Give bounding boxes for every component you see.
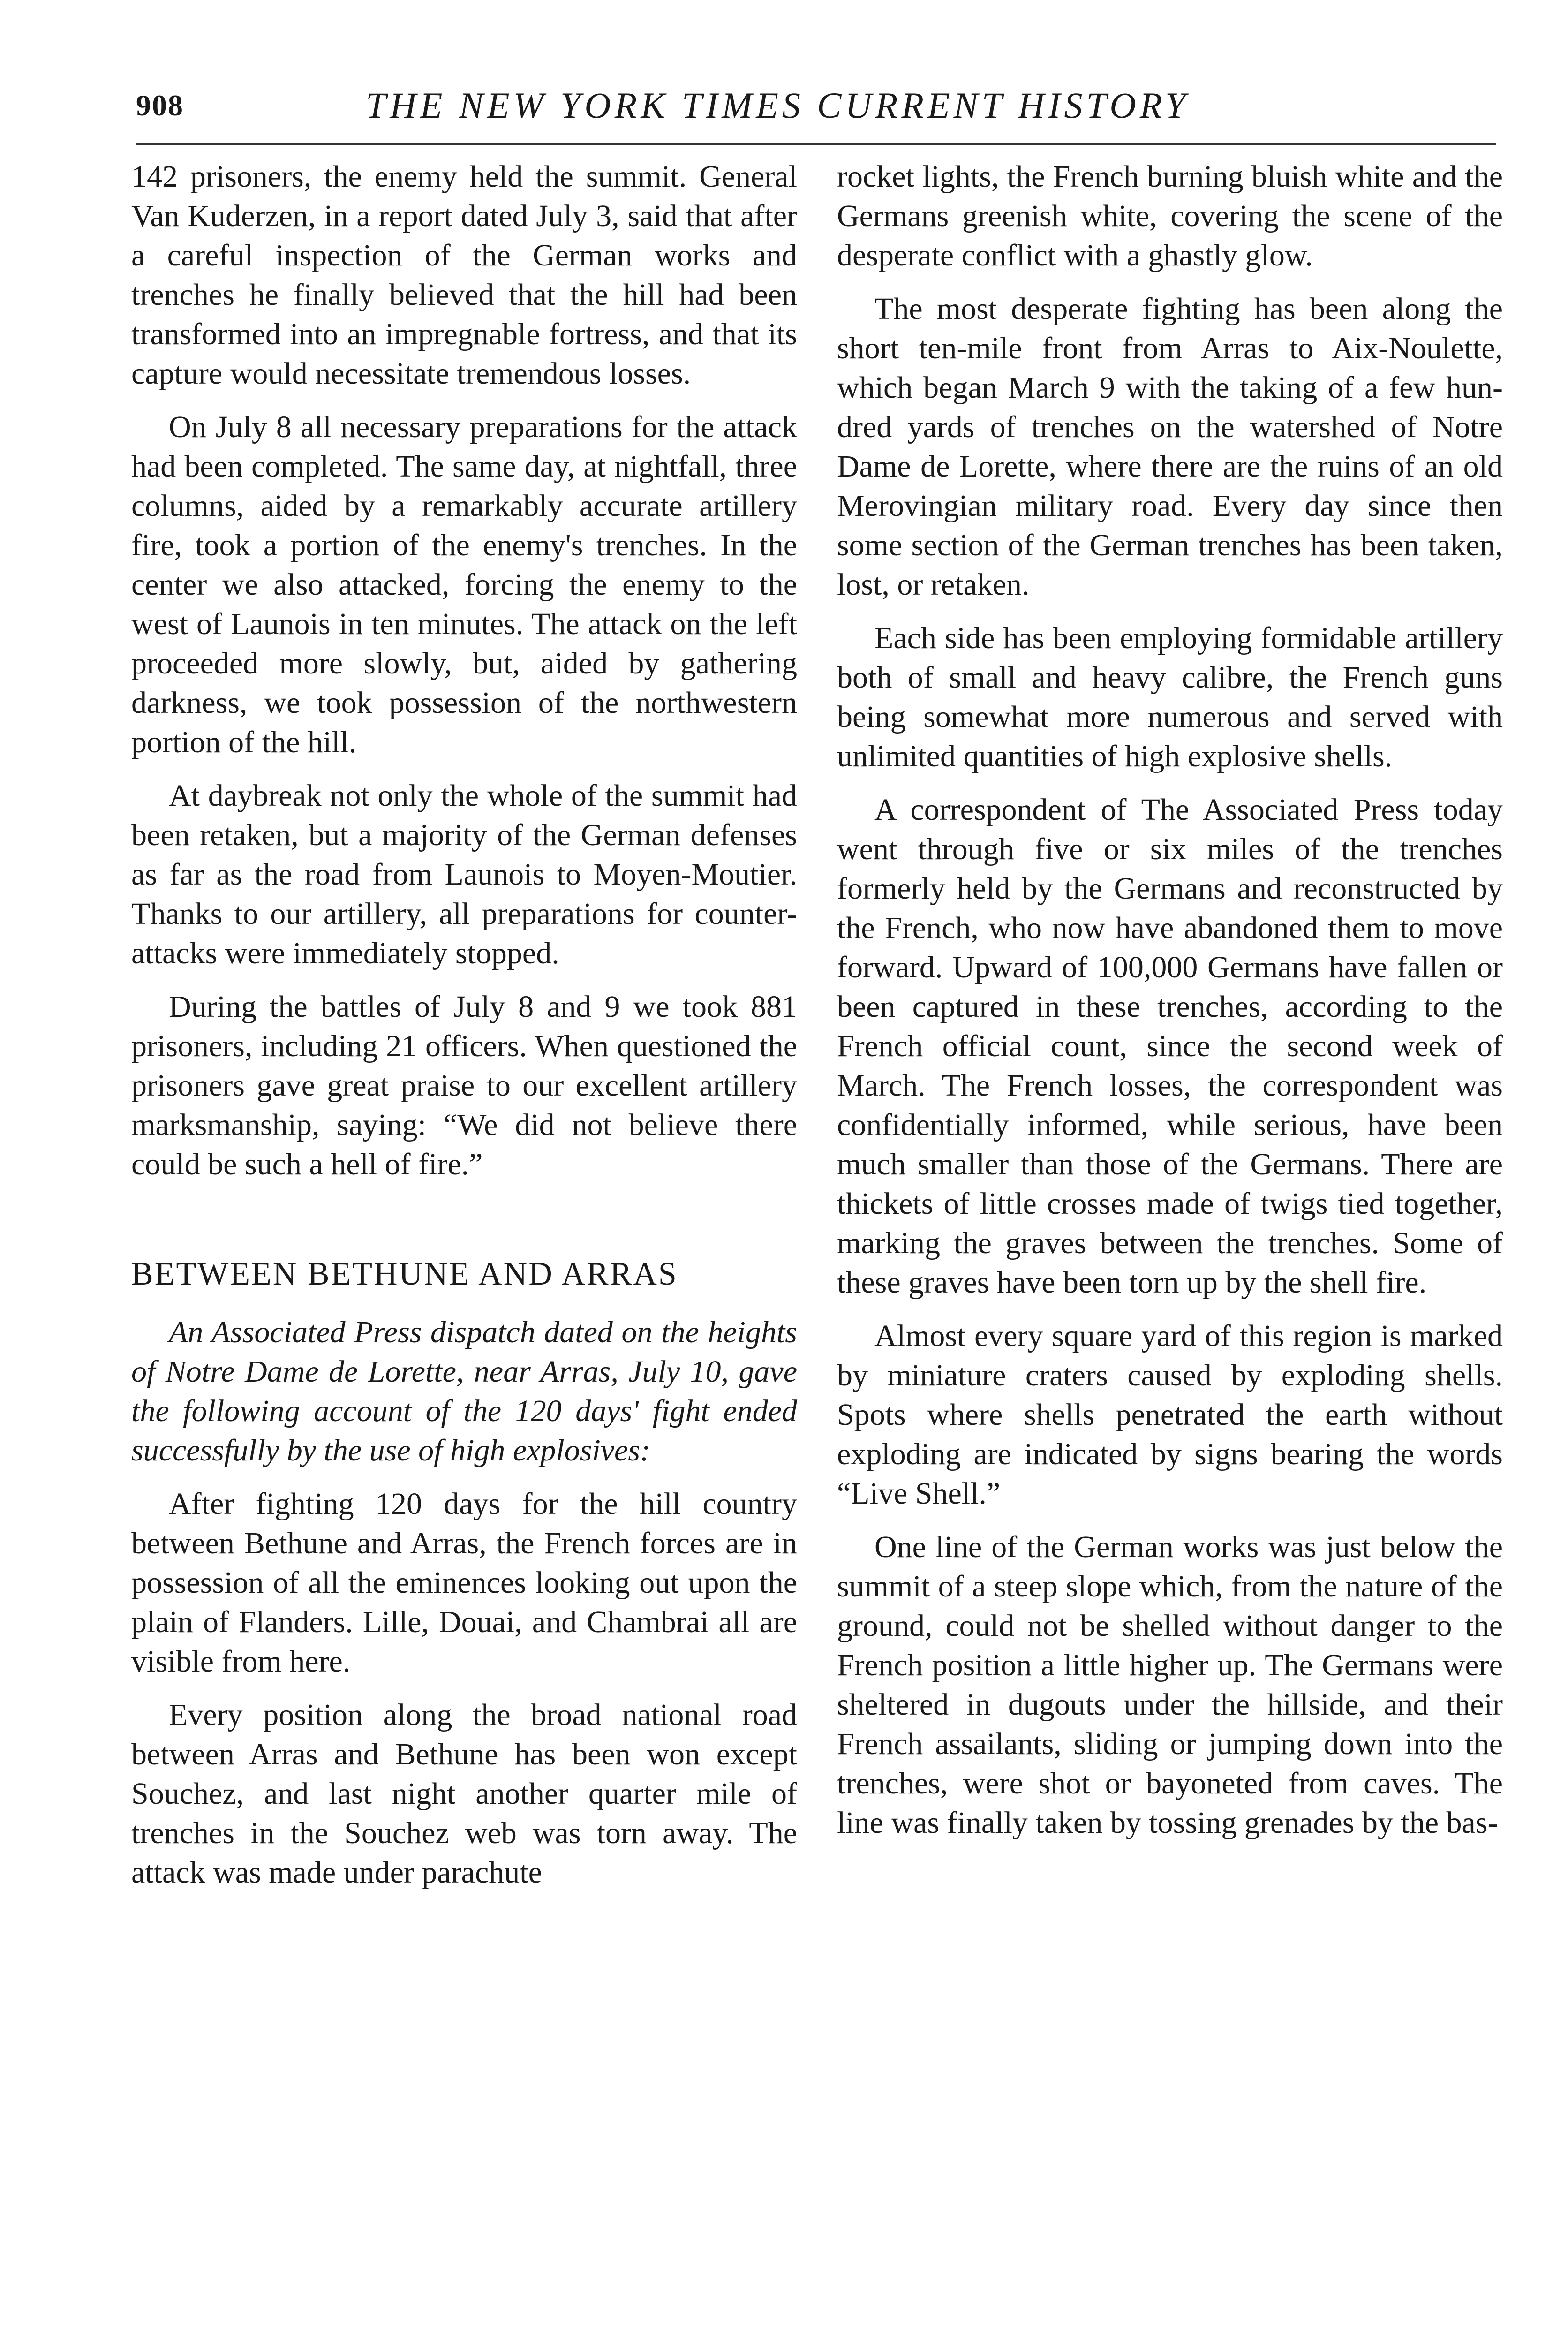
paragraph: One line of the German works was just below the summit of a steep slope which, from the nature of the ground, could not be shelled without danger to the French position a little higher up. The Germans were sheltered in dugouts under the hillside, and their French assailants, sliding or jumping down into the trenches, were shot or bayoneted from caves. The line was finally taken by tossing grenades by the bas- xyxy=(837,1530,1503,1840)
paragraph: rocket lights, the French burning bluish white and the Germans greenish white, covering the scene of the desperate conflict with a ghastly glow. xyxy=(837,159,1503,272)
page-header xyxy=(136,84,1496,136)
header-rule xyxy=(136,143,1496,145)
intro-paragraph: An Associated Press dispatch dated on the heights of Notre Dame de Lorette, near Arras, July 10, gave the following account of the 120 days' fight ended successfully by the use of high explosives: xyxy=(131,1315,797,1468)
page-number: 908 xyxy=(136,89,184,122)
paragraph: 142 prisoners, the enemy held the summit. General Van Kuderzen, in a report dated July 3, said that after a careful inspection of the German works and trenches he finally believed that the hill had been transformed into an impregnable fortress, and that its capture would necessitate tremendous losses. xyxy=(131,159,797,391)
paragraph: On July 8 all necessary preparations for the attack had been completed. The same day, at nightfall, three columns, aided by a remarkably accurate artillery fire, took a portion of the enemy's trenches. In the center we also attacked, forcing the enemy to the west of Launois in ten minutes. The attack on the left proceeded more slowly, but, aided by gathering darkness, we took possession of the northwestern portion of the hill. xyxy=(131,410,797,759)
paragraph: Every position along the broad national road between Arras and Bethune has been won except Souchez, and last night another quarter mile of trenches in the Souchez web was torn away. The attack was made under parachute xyxy=(131,1698,797,1890)
paragraph: During the battles of July 8 and 9 we took 881 prisoners, including 21 officers. When questioned the prisoners gave great praise to our excellent artillery marksmanship, saying: “We did not believe there could be such a hell of fire.” xyxy=(131,990,797,1181)
paragraph: Almost every square yard of this region is marked by miniature craters caused by exploding shells. Spots where shells penetrated the earth without exploding are indicated by signs bearing the words “Live Shell.” xyxy=(837,1319,1503,1511)
paragraph: At daybreak not only the whole of the summit had been retaken, but a majority of the German defenses as far as the road from Launois to Moyen-Moutier. Thanks to our artillery, all preparations for counter-attacks were immediately stopped. xyxy=(131,779,797,970)
right-column xyxy=(837,157,1503,1857)
paragraph: Each side has been employing formidable artillery both of small and heavy calibre, the French guns being somewhat more numerous and served with unlimited quantities of high explosive shells. xyxy=(837,621,1503,773)
paragraph: A correspondent of The Associated Press today went through five or six miles of the trenches formerly held by the Germans and reconstructed by the French, who now have abandoned them to move forward. Upward of 100,000 Germans have fallen or been captured in these trenches, according to the French official count, since the second week of March. The French losses, the correspondent was confidentially informed, while serious, have been much smaller than those of the Germans. There are thickets of little crosses made of twigs tied together, marking the graves between the trenches. Some of these graves have been torn up by the shell fire. xyxy=(837,793,1503,1300)
left-column xyxy=(131,157,797,1906)
running-title: THE NEW YORK TIMES CURRENT HISTORY xyxy=(366,85,1190,126)
section-heading: BETWEEN BETHUNE AND ARRAS xyxy=(131,1256,678,1292)
paragraph: After fighting 120 days for the hill country between Bethune and Arras, the French forces are in possession of all the eminences looking out upon the plain of Flanders. Lille, Douai, and Chambrai all are visible from here. xyxy=(131,1487,797,1679)
paragraph: The most desperate fighting has been along the short ten-mile front from Arras to Aix-Noulette, which began March 9 with the taking of a few hundred yards of trenches on the watershed of Notre Dame de Lorette, where there are the ruins of an old Merovingian military road. Every day since then some section of the German trenches has been taken, lost, or retaken. xyxy=(837,292,1503,602)
